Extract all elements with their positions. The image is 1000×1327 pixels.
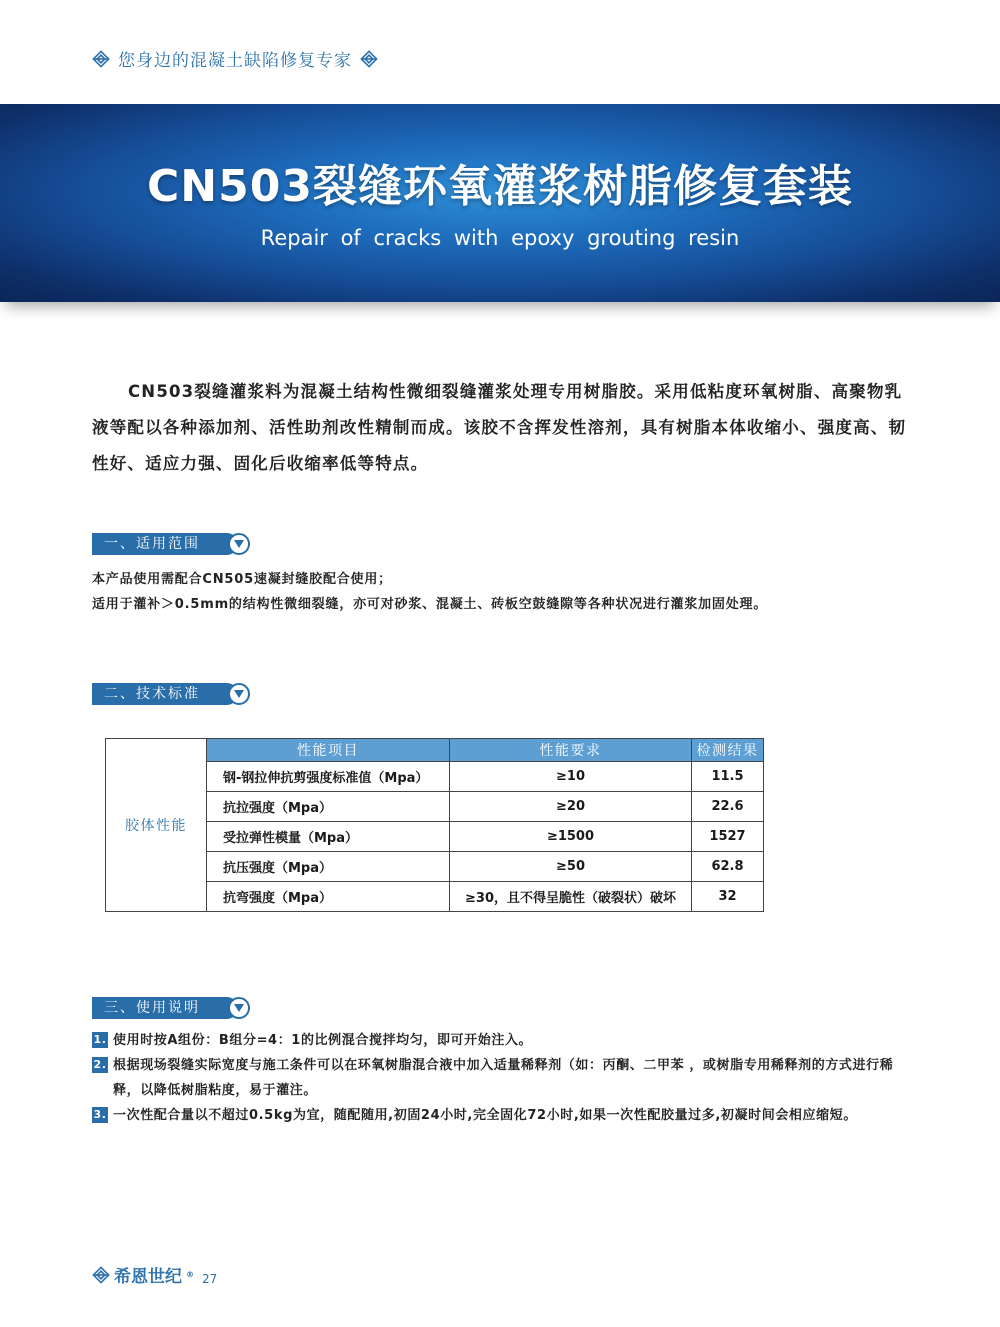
list-item — [92, 1028, 912, 1053]
down-arrow-icon — [228, 683, 250, 705]
knot-logo-icon — [92, 50, 110, 68]
item-number-badge: 1. — [93, 1033, 107, 1046]
requirement-cell: ≥20 — [450, 792, 692, 822]
page-subtitle: Repair of cracks with epoxy grouting resin — [260, 226, 740, 250]
column-header: 性能要求 — [450, 739, 692, 762]
brand-logo — [92, 1262, 194, 1287]
section-header-scope — [92, 533, 250, 555]
section-header-usage — [92, 997, 250, 1019]
requirement-cell: ≥10 — [450, 762, 692, 792]
intro-paragraph: CN503裂缝灌浆料为混凝土结构性微细裂缝灌浆处理专用树脂胶。采用低粘度环氧树脂、高聚物乳液等配以各种添加剂、活性助剂改性精制而成。该胶不含挥发性溶剂，具有树脂本体收缩小、强度高、韧性好、适应力强、固化后收缩率低等特点。 — [92, 382, 907, 473]
scope-line: 适用于灌补＞0.5mm的结构性微细裂缝，亦可对砂浆、混凝土、砖板空鼓缝隙等各种状况进行灌浆加固处理。 — [92, 597, 768, 612]
item-cell: 抗拉强度（Mpa） — [207, 792, 450, 822]
column-header: 性能项目 — [207, 739, 450, 762]
result-cell: 22.6 — [692, 792, 764, 822]
column-header: 检测结果 — [692, 739, 764, 762]
page-number: 27 — [202, 1272, 218, 1286]
scope-line: 本产品使用需配合CN505速凝封缝胶配合使用； — [92, 572, 392, 587]
table-header-row — [106, 739, 764, 762]
brand-name: 希恩世纪 — [114, 1267, 182, 1287]
list-item — [92, 1103, 912, 1128]
down-arrow-icon — [228, 533, 250, 555]
item-cell: 抗压强度（Mpa） — [207, 852, 450, 882]
section-title: 一、适用范围 — [92, 533, 238, 555]
item-text: 使用时按A组份：B组分=4：1的比例混合搅拌均匀，即可开始注入。 — [113, 1033, 533, 1048]
item-text: 根据现场裂缝实际宽度与施工条件可以在环氧树脂混合液中加入适量稀释剂（如：丙酮、二甲苯 ，或树脂专用稀释剂的方式进行稀释，以降低树脂粘度，易于灌注。 — [113, 1058, 894, 1098]
down-arrow-icon — [228, 997, 250, 1019]
requirement-cell: ≥30，且不得呈脆性（破裂状）破坏 — [450, 882, 692, 912]
usage-list — [92, 1028, 912, 1128]
registered-mark: ® — [186, 1270, 194, 1279]
knot-logo-icon — [360, 50, 378, 68]
spec-table — [105, 738, 764, 912]
requirement-cell: ≥50 — [450, 852, 692, 882]
result-cell: 11.5 — [692, 762, 764, 792]
result-cell: 62.8 — [692, 852, 764, 882]
item-number-badge: 2. — [93, 1058, 107, 1071]
item-cell: 受拉弹性模量（Mpa） — [207, 822, 450, 852]
page-footer — [92, 1262, 217, 1287]
section-header-standard — [92, 683, 250, 705]
section-title: 二、技术标准 — [92, 683, 238, 705]
result-cell: 32 — [692, 882, 764, 912]
result-cell: 1527 — [692, 822, 764, 852]
item-cell: 抗弯强度（Mpa） — [207, 882, 450, 912]
list-item — [92, 1053, 912, 1103]
item-number-badge: 3. — [93, 1108, 107, 1121]
item-cell: 钢-钢拉伸抗剪强度标准值（Mpa） — [207, 762, 450, 792]
group-label: 胶体性能 — [106, 739, 207, 912]
knot-logo-icon — [92, 1266, 110, 1284]
page-title: CN503裂缝环氧灌浆树脂修复套装 — [147, 161, 853, 212]
section-title: 三、使用说明 — [92, 997, 238, 1019]
requirement-cell: ≥1500 — [450, 822, 692, 852]
tagline-text: 您身边的混凝土缺陷修复专家 — [118, 51, 352, 71]
item-text: 一次性配合量以不超过0.5kg为宜，随配随用,初固24小时,完全固化72小时,如果一次性配胶量过多,初凝时间会相应缩短。 — [113, 1108, 857, 1123]
scope-text — [92, 567, 767, 617]
header-tagline — [92, 46, 378, 71]
